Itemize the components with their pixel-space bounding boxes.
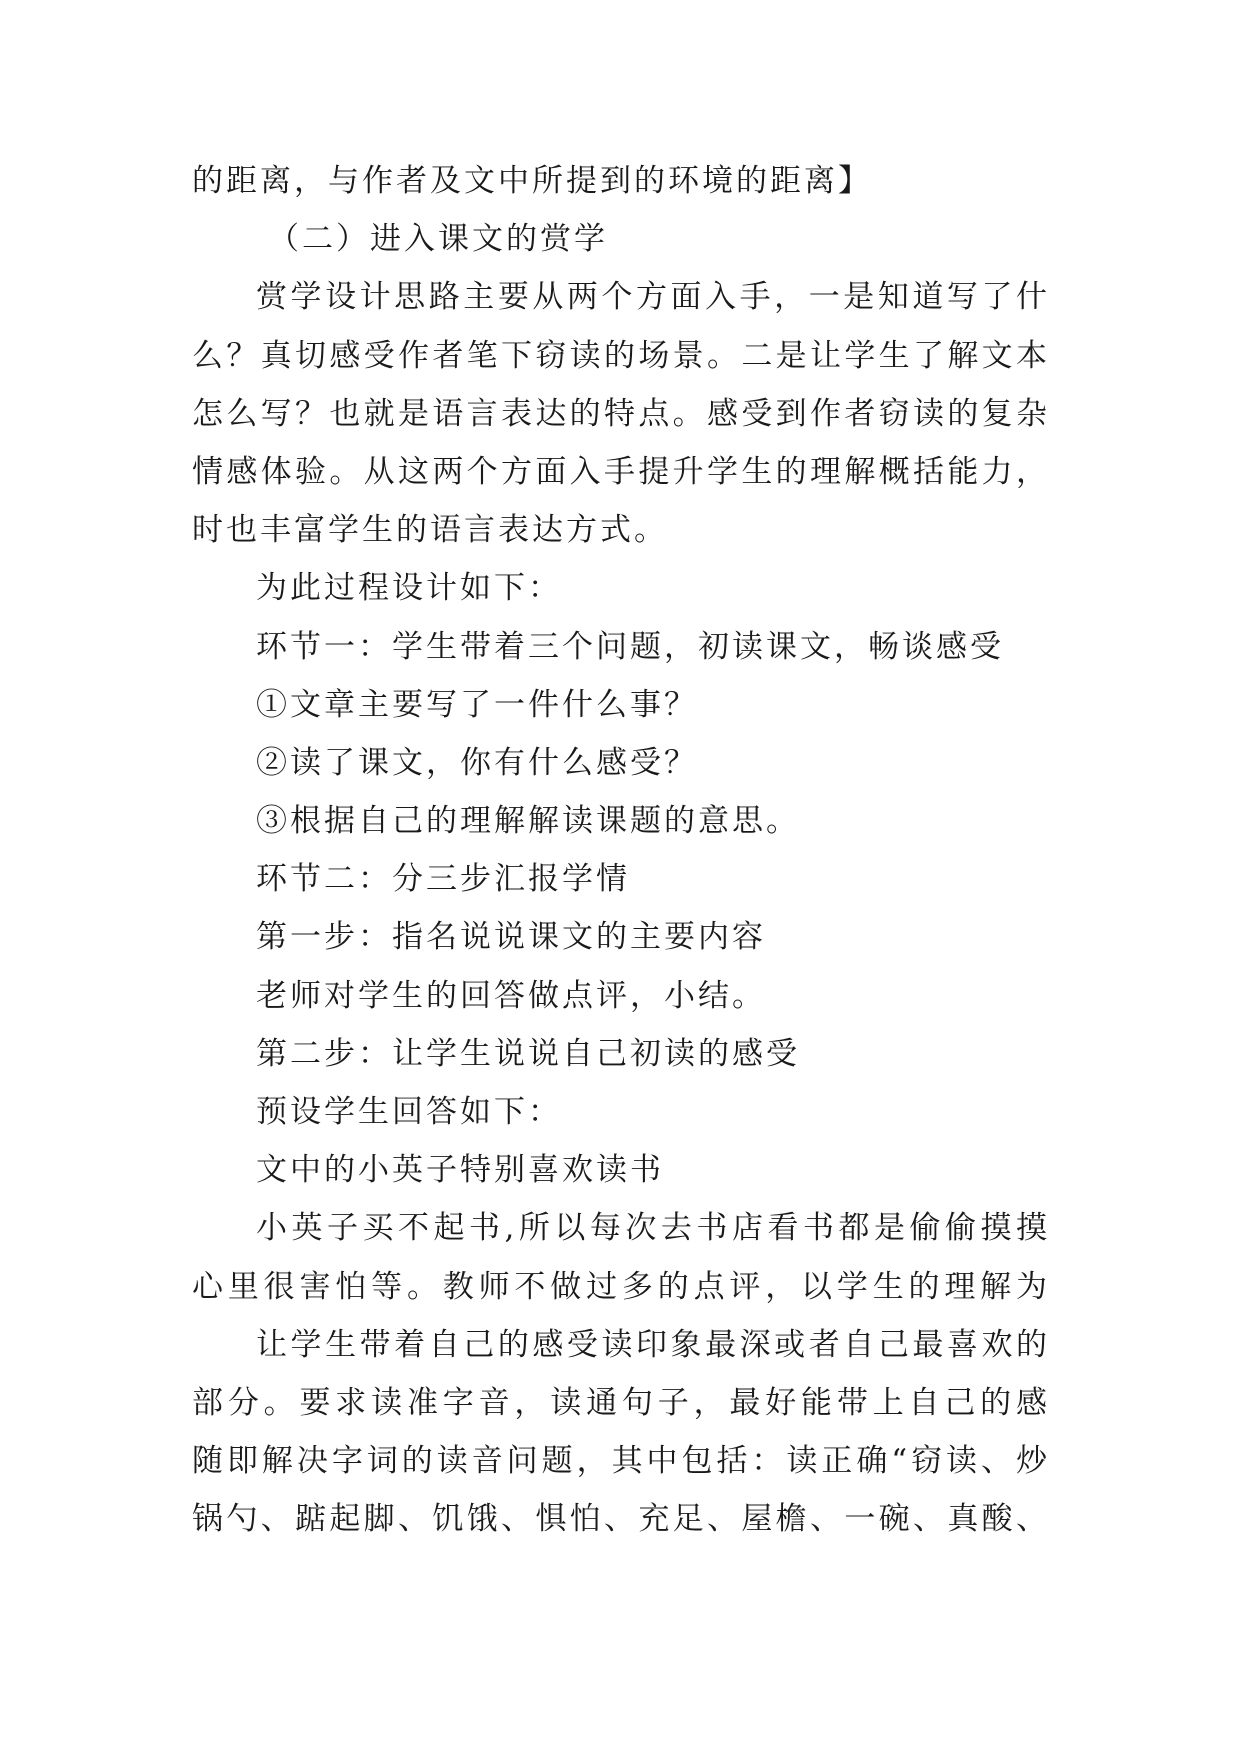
paragraph-line: 第一步：指名说说课文的主要内容 bbox=[256, 919, 766, 956]
section-heading: （二）进入课文的赏学 bbox=[268, 221, 608, 258]
paragraph-line: 赏学设计思路主要从两个方面入手，一是知道写了什 bbox=[256, 279, 1050, 316]
paragraph-line: 时也丰富学生的语言表达方式。 bbox=[192, 512, 668, 549]
paragraph-line: 让学生带着自己的感受读印象最深或者自己最喜欢的 bbox=[256, 1326, 1050, 1363]
step-heading: 环节一：学生带着三个问题，初读课文，畅谈感受 bbox=[256, 628, 1004, 665]
paragraph-line: 怎么写？也就是语言表达的特点。感受到作者窃读的复杂 bbox=[192, 395, 1050, 432]
question-item: ②读了课文，你有什么感受？ bbox=[256, 744, 698, 781]
paragraph-line: 情感体验。从这两个方面入手提升学生的理解概括能力， bbox=[192, 453, 1050, 490]
paragraph-line: 文中的小英子特别喜欢读书 bbox=[256, 1152, 664, 1189]
paragraph-line: 第二步：让学生说说自己初读的感受 bbox=[256, 1035, 800, 1072]
paragraph-line: 心里很害怕等。教师不做过多的点评，以学生的理解为 bbox=[192, 1268, 1050, 1305]
paragraph-line: 预设学生回答如下： bbox=[256, 1094, 562, 1130]
paragraph-line: 老师对学生的回答做点评，小结。 bbox=[256, 977, 766, 1014]
text-line: 的距离，与作者及文中所提到的环境的距离】 bbox=[192, 163, 872, 199]
question-item: ③根据自己的理解解读课题的意思。 bbox=[256, 803, 800, 840]
question-item: ①文章主要写了一件什么事？ bbox=[256, 686, 698, 723]
paragraph-line: 么？真切感受作者笔下窃读的场景。二是让学生了解文本 bbox=[192, 337, 1050, 374]
step-heading: 环节二：分三步汇报学情 bbox=[256, 861, 630, 898]
paragraph-line: 锅勺、踮起脚、饥饿、惧怕、充足、屋檐、一碗、真酸、 bbox=[192, 1501, 1050, 1538]
document-body bbox=[192, 152, 1050, 1549]
paragraph-line: 部分。要求读准字音，读通句子，最好能带上自己的感 bbox=[192, 1384, 1050, 1421]
paragraph-line: 随即解决字词的读音问题，其中包括：读正确“窃读、炒 bbox=[192, 1443, 1050, 1480]
paragraph-line: 为此过程设计如下： bbox=[256, 570, 562, 607]
paragraph-line: 小英子买不起书,所以每次去书店看书都是偷偷摸摸 bbox=[256, 1210, 1050, 1247]
